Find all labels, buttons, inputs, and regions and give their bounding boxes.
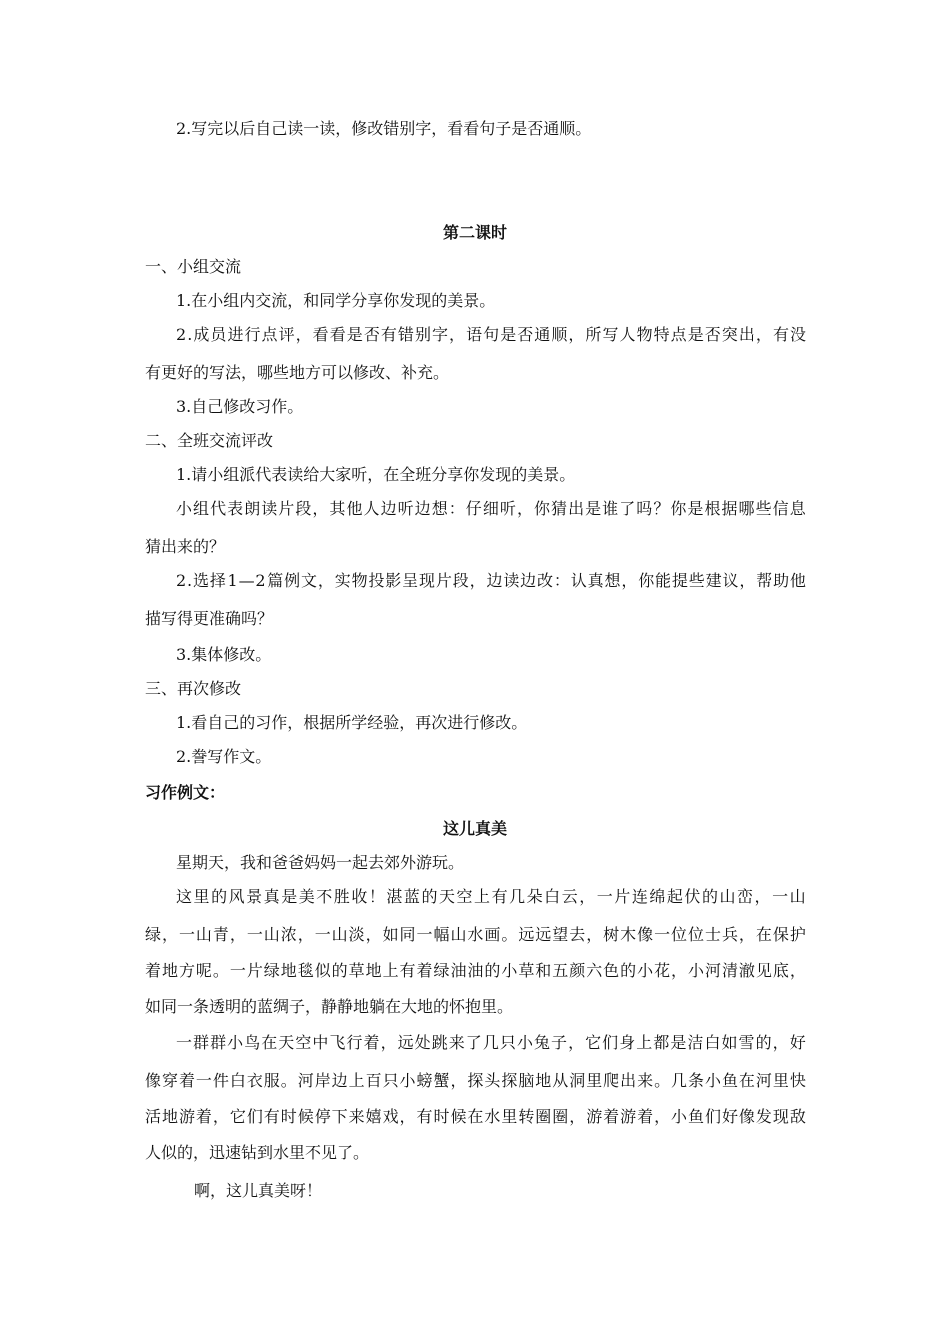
- example-para-3-line-2: 像 穿 着 一 件 白 衣 服 。 河 岸 边 上 百 只 小 螃 蟹 ， 探 头 探 脑 地 从 洞 里 爬 出 来 。 几 条 小 鱼 在 河 里 快: [145, 1071, 806, 1090]
- example-para-3-line-1: 一 群 群 小 鸟 在 天 空 中 飞 行 着 ， 远 处 跳 来 了 几 只 小 兔 子 ， 它 们 身 上 都 是 洁 白 如 雪 的 ， 好: [176, 1033, 806, 1052]
- example-label: 习作例文：: [145, 783, 226, 802]
- s1-item-1: 1.在小组内交流，和同学分享你发现的美景。: [176, 291, 496, 310]
- top-item-2: 2.写完以后自己读一读，修改错别字，看看句子是否通顺。: [176, 119, 592, 138]
- section-3-heading: 三、再次修改: [145, 679, 242, 698]
- s2-para-line-2: 猜出来的？: [145, 537, 226, 556]
- s3-item-1: 1.看自己的习作，根据所学经验，再次进行修改。: [176, 713, 528, 732]
- example-para-3-line-4: 人似的，迅速钻到水里不见了。: [145, 1143, 370, 1162]
- s1-item-3: 3.自己修改习作。: [176, 397, 304, 416]
- s1-item-2-line-1: 2 . 成 员 进 行 点 评 ， 看 看 是 否 有 错 别 字 ， 语 句 是 否 通 顺 ， 所 写 人 物 特 点 是 否 突 出 ， 有 没: [176, 325, 806, 344]
- s1-item-2-line-2: 有更好的写法，哪些地方可以修改、补充。: [145, 363, 450, 382]
- lesson-title: 第二课时: [442, 223, 507, 242]
- example-para-2-line-2: 绿 ， 一 山 青 ， 一 山 浓 ， 一 山 淡 ， 如 同 一 幅 山 水 画 。 远 远 望 去 ， 树 木 像 一 位 位 士 兵 ， 在 保 护: [145, 925, 806, 944]
- example-title: 这儿真美: [442, 819, 507, 838]
- s2-item-2-line-1: 2 . 选 择 1 — 2 篇 例 文 ， 实 物 投 影 呈 现 片 段 ， 边 读 边 改 ： 认 真 想 ， 你 能 提 些 建 议 ， 帮 助 他: [176, 571, 806, 590]
- section-2-heading: 二、全班交流评改: [145, 431, 274, 450]
- example-para-2-line-3: 着 地 方 呢 。 一 片 绿 地 毯 似 的 草 地 上 有 着 绿 油 油 的 小 草 和 五 颜 六 色 的 小 花 ， 小 河 清 澈 见 底 ，: [145, 961, 806, 980]
- s2-para-line-1: 小 组 代 表 朗 读 片 段 ， 其 他 人 边 听 边 想 ： 仔 细 听 ， 你 猜 出 是 谁 了 吗 ？ 你 是 根 据 哪 些 信 息: [176, 499, 806, 518]
- example-para-4: 啊，这儿真美呀！: [194, 1181, 323, 1200]
- s2-item-1: 1.请小组派代表读给大家听，在全班分享你发现的美景。: [176, 465, 576, 484]
- s3-item-2: 2.誊写作文。: [176, 747, 272, 766]
- example-para-2-line-1: 这 里 的 风 景 真 是 美 不 胜 收 ！ 湛 蓝 的 天 空 上 有 几 朵 白 云 ， 一 片 连 绵 起 伏 的 山 峦 ， 一 山: [176, 887, 806, 906]
- example-para-2-line-4: 如同一条透明的蓝绸子，静静地躺在大地的怀抱里。: [145, 997, 514, 1016]
- example-para-3-line-3: 活 地 游 着 ， 它 们 有 时 候 停 下 来 嬉 戏 ， 有 时 候 在 水 里 转 圈 圈 ， 游 着 游 着 ， 小 鱼 们 好 像 发 现 敌: [145, 1107, 806, 1126]
- section-1-heading: 一、小组交流: [145, 257, 242, 276]
- s2-item-3: 3.集体修改。: [176, 645, 272, 664]
- s2-item-2-line-2: 描写得更准确吗？: [145, 609, 274, 628]
- example-para-1: 星期天，我和爸爸妈妈一起去郊外游玩。: [176, 853, 465, 872]
